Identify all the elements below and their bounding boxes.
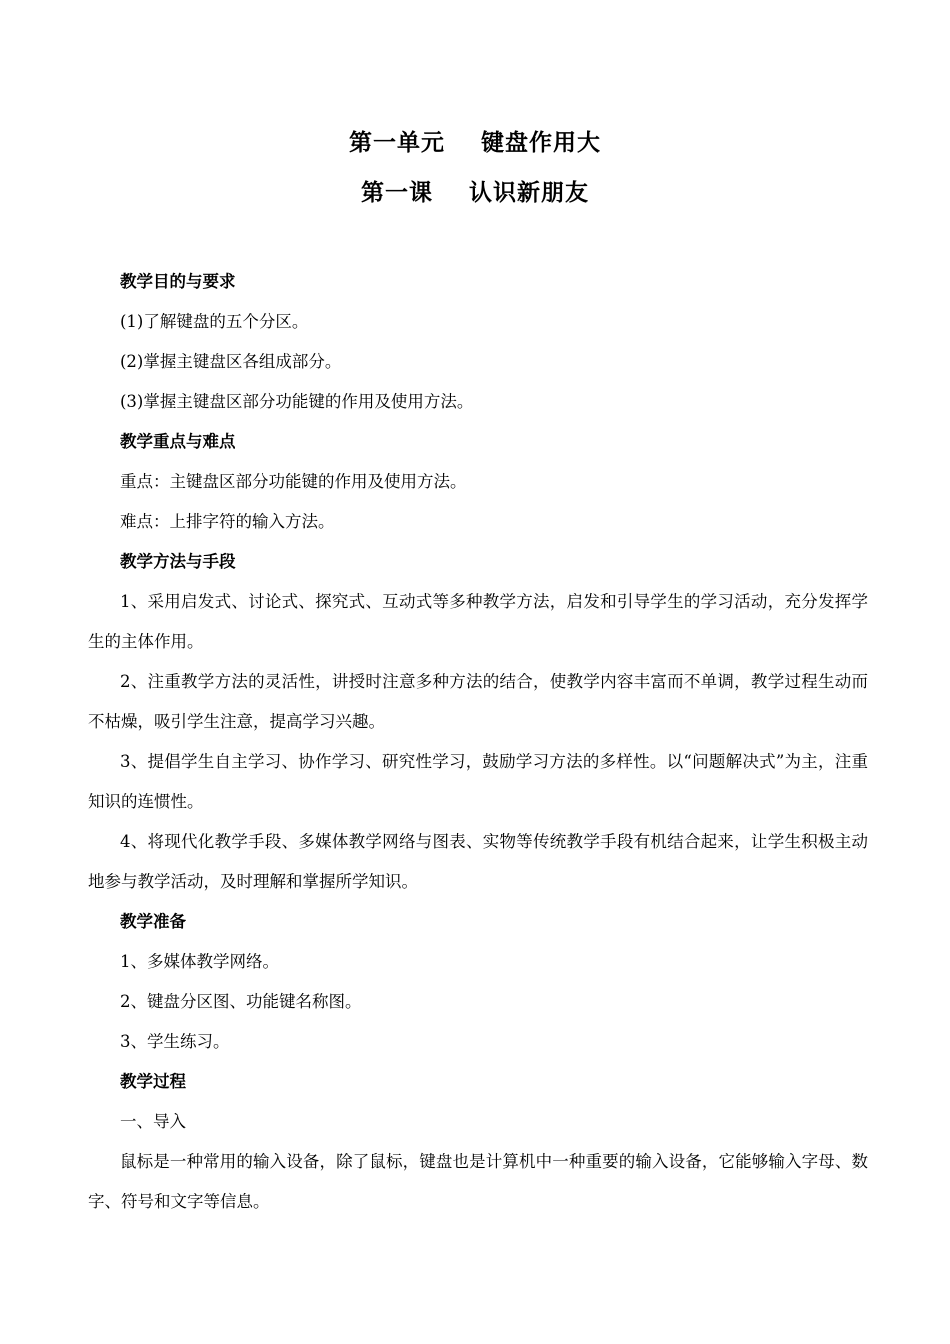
method-paragraph: 2、注重教学方法的灵活性，讲授时注意多种方法的结合，使教学内容丰富而不单调，教学过程生动而不枯燥，吸引学生注意，提高学习兴趣。 [88,672,868,731]
key-point-item: 难点：上排字符的输入方法。 [120,512,335,531]
objective-item: (2)掌握主键盘区各组成部分。 [120,352,342,371]
method-paragraph: 3、提倡学生自主学习、协作学习、研究性学习，鼓励学习方法的多样性。以“问题解决式”为主，注重知识的连惯性。 [88,752,868,811]
method-paragraph: 4、将现代化教学手段、多媒体教学网络与图表、实物等传统教学手段有机结合起来，让学生积极主动地参与教学活动，及时理解和掌握所学知识。 [88,832,868,891]
objective-item: (1)了解键盘的五个分区。 [120,312,309,331]
process-paragraph: 鼠标是一种常用的输入设备，除了鼠标，键盘也是计算机中一种重要的输入设备，它能够输入字母、数字、符号和文字等信息。 [88,1152,868,1211]
process-subheading: 一、导入 [120,1112,186,1131]
section-heading-process: 教学过程 [120,1072,186,1091]
section-heading-preparation: 教学准备 [120,912,186,931]
section-heading-key-points: 教学重点与难点 [120,432,236,451]
lesson-title: 第一课 认识新朋友 [360,180,590,206]
key-point-item: 重点：主键盘区部分功能键的作用及使用方法。 [120,472,467,491]
preparation-item: 3、学生练习。 [120,1032,230,1051]
unit-title: 第一单元 键盘作用大 [348,130,602,156]
section-heading-objectives: 教学目的与要求 [120,272,236,291]
document-body [88,262,868,1222]
objective-item: (3)掌握主键盘区部分功能键的作用及使用方法。 [120,392,474,411]
section-heading-methods: 教学方法与手段 [120,552,236,571]
preparation-item: 2、键盘分区图、功能键名称图。 [120,992,362,1011]
preparation-item: 1、多媒体教学网络。 [120,952,279,971]
method-paragraph: 1、采用启发式、讨论式、探究式、互动式等多种教学方法，启发和引导学生的学习活动，充分发挥学生的主体作用。 [88,592,868,651]
